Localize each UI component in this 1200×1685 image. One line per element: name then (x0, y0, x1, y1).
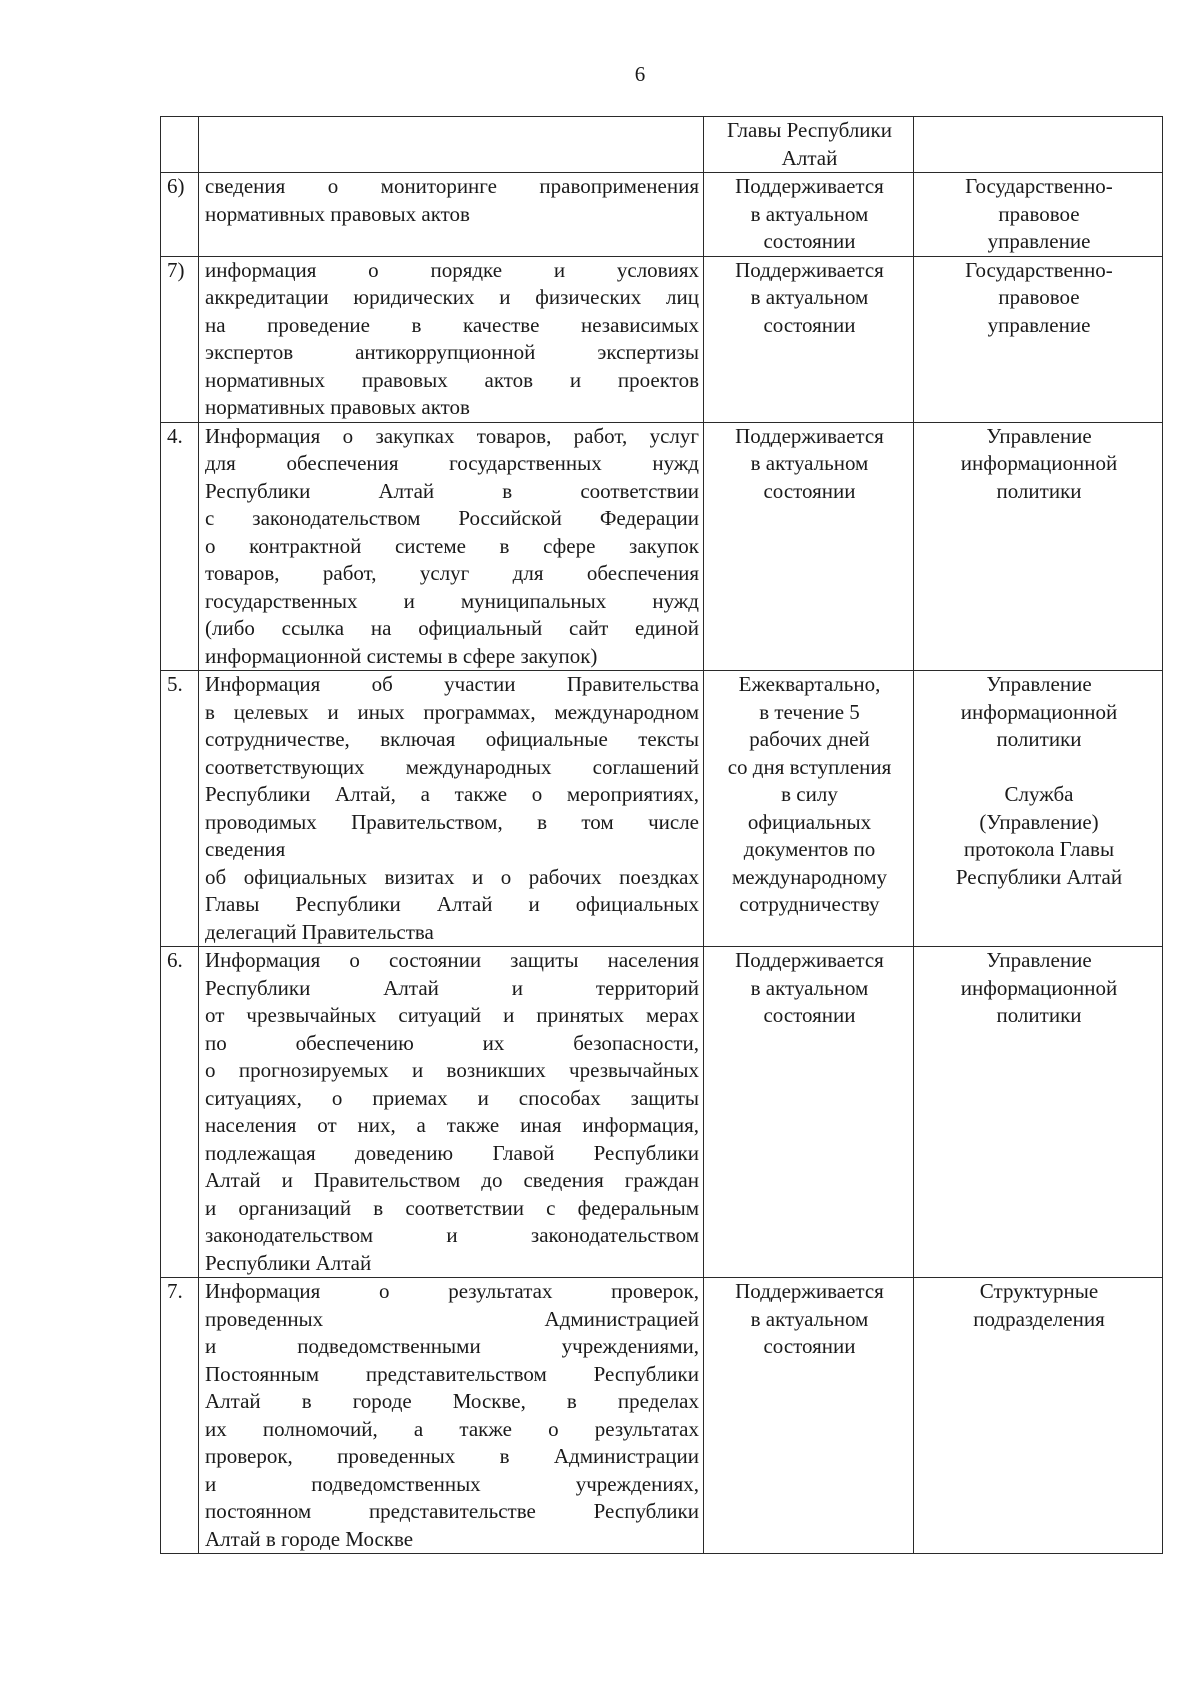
description-line: для обеспечения государственных нужд (205, 451, 699, 475)
row-responsible-unit: Управление информационной политики (914, 422, 1163, 671)
description-line: Республики Алтай, а также о мероприятиях, (205, 782, 699, 806)
row-number: 7) (161, 256, 199, 422)
description-line: Республики Алтай в соответствии (205, 478, 699, 503)
table-row (161, 117, 1163, 173)
table-row (161, 947, 1163, 1278)
description-line: населения от них, а также иная информация, (205, 1113, 699, 1137)
row-responsible-unit: Управление информационной политики (914, 947, 1163, 1278)
description-line: законодательством и законодательством (205, 1223, 699, 1247)
description-line: постоянном представительстве Республики (205, 1499, 699, 1523)
description-line: государственных и муниципальных нужд (205, 588, 699, 613)
description-line: Постоянным представительством Республики (205, 1361, 699, 1386)
row-update-period: Поддерживается в актуальном состоянии (704, 173, 914, 257)
description-line: (либо ссылка на официальный сайт единой (205, 616, 699, 640)
row-number: 6. (161, 947, 199, 1278)
table-row (161, 671, 1163, 947)
description-line: о прогнозируемых и возникших чрезвычайных (205, 1058, 699, 1082)
row-update-period: Поддерживается в актуальном состоянии (704, 947, 914, 1278)
row-description (199, 422, 704, 671)
description-line: Информация о закупках товаров, работ, услуг (205, 423, 699, 448)
description-line: нормативных правовых актов и проектов (205, 367, 699, 392)
row-description (199, 671, 704, 947)
description-line: и организаций в соответствии с федеральным (205, 1195, 699, 1220)
row-number: 6) (161, 173, 199, 257)
description-line: и подведомственных учреждениях, (205, 1471, 699, 1496)
description-line: Алтай в городе Москве, в пределах (205, 1389, 699, 1413)
description-line: Алтай в городе Москве (205, 1526, 414, 1551)
row-number (161, 117, 199, 173)
table-row (161, 256, 1163, 422)
description-line: с законодательством Российской Федерации (205, 506, 699, 530)
row-description (199, 256, 704, 422)
table-body (161, 117, 1163, 1554)
row-responsible-unit: Государственно- правовое управление (914, 256, 1163, 422)
row-responsible-unit: Государственно- правовое управление (914, 173, 1163, 257)
info-table (160, 116, 1163, 1554)
table-row (161, 1278, 1163, 1554)
row-responsible-unit: Управление информационной политики Служба (Управление) протокола Главы Республики Алтай (914, 671, 1163, 947)
description-line: Республики Алтай (205, 1250, 372, 1275)
description-line: проводимых Правительством, в том числе (205, 809, 699, 834)
description-line: сведения о мониторинге правоприменения (205, 174, 699, 198)
row-description (199, 947, 704, 1278)
row-number: 7. (161, 1278, 199, 1554)
description-line: об официальных визитах и о рабочих поездках (205, 864, 699, 889)
row-description (199, 1278, 704, 1554)
description-line: их полномочий, а также о результатах (205, 1416, 699, 1441)
description-line: ситуациях, о приемах и способах защиты (205, 1085, 699, 1110)
description-line: Главы Республики Алтай и официальных (205, 892, 699, 916)
description-line: подлежащая доведению Главой Республики (205, 1140, 699, 1165)
row-description (199, 173, 704, 257)
description-line: нормативных правовых актов (205, 395, 470, 419)
row-responsible-unit (914, 117, 1163, 173)
description-line: и подведомственными учреждениями, (205, 1334, 699, 1358)
row-update-period: Ежеквартально, в течение 5 рабочих дней со дня вступления в силу официальных документов по международному сотрудничеству (704, 671, 914, 947)
description-line: информация о порядке и условиях (205, 257, 699, 282)
description-line: Информация о результатах проверок, (205, 1279, 699, 1303)
description-line: нормативных правовых актов (205, 201, 470, 226)
description-line: аккредитации юридических и физических лиц (205, 285, 699, 309)
table-row (161, 173, 1163, 257)
description-line: Информация о состоянии защиты населения (205, 948, 699, 972)
description-line: на проведение в качестве независимых (205, 312, 699, 337)
description-line: делегаций Правительства (205, 919, 434, 944)
description-line: от чрезвычайных ситуаций и принятых мерах (205, 1003, 699, 1027)
description-line: сведения (205, 837, 286, 861)
row-responsible-unit: Структурные подразделения (914, 1278, 1163, 1554)
description-line: соответствующих международных соглашений (205, 754, 699, 779)
description-line: проведенных Администрацией (205, 1306, 699, 1331)
page-number: 6 (634, 62, 646, 86)
description-line: Алтай и Правительством до сведения граждан (205, 1168, 699, 1192)
table-row (161, 422, 1163, 671)
row-update-period: Главы Республики Алтай (704, 117, 914, 173)
description-line: товаров, работ, услуг для обеспечения (205, 561, 699, 585)
description-line: Информация об участии Правительства (205, 672, 699, 696)
description-line: в целевых и иных программах, международном (205, 699, 699, 724)
row-update-period: Поддерживается в актуальном состоянии (704, 422, 914, 671)
row-update-period: Поддерживается в актуальном состоянии (704, 256, 914, 422)
description-line: Республики Алтай и территорий (205, 975, 699, 1000)
row-number: 5. (161, 671, 199, 947)
description-line: по обеспечению их безопасности, (205, 1030, 699, 1055)
description-line: о контрактной системе в сфере закупок (205, 533, 699, 558)
description-line: информационной системы в сфере закупок) (205, 643, 598, 668)
description-line: экспертов антикоррупционной экспертизы (205, 340, 699, 364)
description-line: проверок, проведенных в Администрации (205, 1444, 699, 1468)
row-number: 4. (161, 422, 199, 671)
row-update-period: Поддерживается в актуальном состоянии (704, 1278, 914, 1554)
description-line: сотрудничестве, включая официальные тексты (205, 727, 699, 751)
row-description (199, 117, 704, 173)
